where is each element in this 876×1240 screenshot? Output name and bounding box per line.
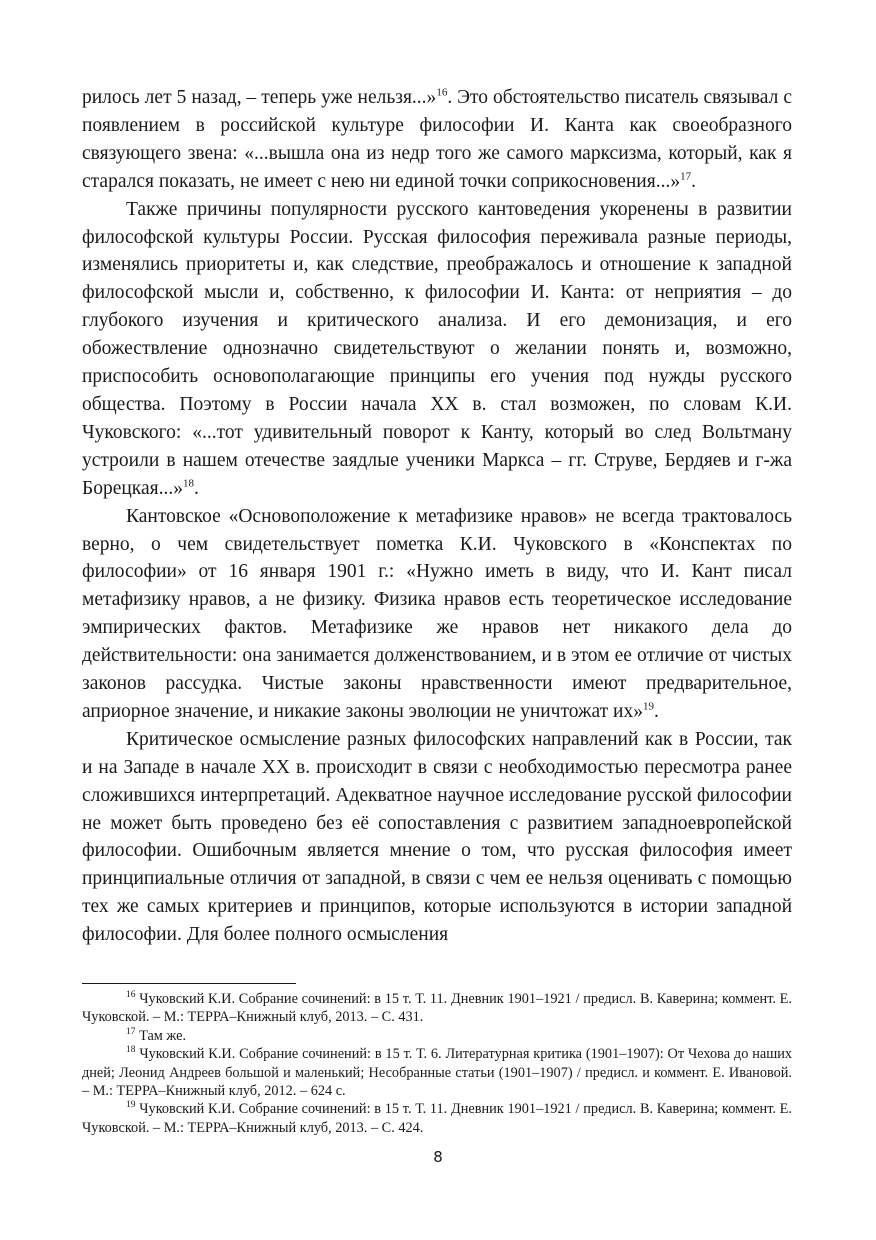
paragraph-4-text: Критическое осмысление разных философских направлений как в России, так и на Западе в начале XX в. происходит в связи с необходимостью пересмотра ранее сложившихся интерпретаций. Адекватное научное исследование русской философии не может быть проведено без её сопоставления с развитием западноевропейской философии. Ошибочным является мнение о том, что русская философия имеет принципиальные отличия от западной, в связи с чем ее нельзя оценивать с помощью тех же самых критериев и принципов, которые используются в истории западной философии. Для более полного осмысления bbox=[82, 728, 792, 946]
footnote-number: 19 bbox=[126, 1100, 136, 1111]
paragraph-1-tail: . bbox=[691, 170, 696, 192]
footnote-18 bbox=[82, 1045, 792, 1100]
footnote-17 bbox=[82, 1027, 792, 1045]
footnote-text: Чуковский К.И. Собрание сочинений: в 15 т. Т. 11. Дневник 1901–1921 / предисл. В. Каверина; коммент. Е. Чуковской. – М.: ТЕРРА–Книжный клуб, 2013. – С. 424. bbox=[82, 1101, 792, 1136]
paragraph-3 bbox=[82, 503, 792, 726]
footnote-number: 17 bbox=[126, 1027, 136, 1038]
paragraph-1-text: рилось лет 5 назад, – теперь уже нельзя...» bbox=[82, 87, 437, 108]
footnote-ref-17[interactable]: 17 bbox=[680, 170, 692, 183]
footnote-19 bbox=[82, 1100, 792, 1137]
footnote-ref-19[interactable]: 19 bbox=[642, 700, 654, 713]
paragraph-3-tail: . bbox=[653, 700, 659, 722]
paragraph-3-text: Кантовское «Основоположение к метафизике нравов» не всегда трактовалось верно, о чем свидетельствует пометка К.И. Чуковского в «Конспектах по философии» от 16 января 1901 г.: «Нужно иметь в виду, что И. Кант писал метафизику нравов, а не физику. Физика нравов есть теоретическое исследование эмпирических фактов. Метафизике же нравов нет никакого дела до действительности: она занимается долженствованием, и в этом ее отличие от чистых законов рассудка. Чистые законы нравственности имеют предварительное, априорное значение, и никакие законы эволюции не уничтожат их» bbox=[82, 505, 792, 722]
footnote-text: Там же. bbox=[139, 1027, 187, 1044]
footnote-16 bbox=[82, 990, 792, 1027]
page-number: 8 bbox=[433, 1148, 443, 1166]
paragraph-2-text: Также причины популярности русского кантоведения укоренены в развитии философской культуры России. Русская философия переживала разные периоды, изменялись приоритеты и, как следствие, преображалось и отношение к западной философской мысли и, собственно, к философии И. Канта: от неприятия – до глубокого изучения и критического анализа. И его демонизация, и его обожествление однозначно свидетельствуют о желании понять и, возможно, приспособить основополагающие принципы его учения под нужды русского общества. Поэтому в России начала XX в. стал возможен, по словам К.И. Чуковского: «...тот удивительный поворот к Канту, который во след Вольтману устроили в нашем отечестве заядлые ученики Маркса – гг. Струве, Бердяев и г-жа Борецкая...» bbox=[82, 198, 792, 499]
paragraph-4 bbox=[82, 726, 792, 949]
paragraph-2 bbox=[82, 196, 792, 503]
footnote-ref-18[interactable]: 18 bbox=[182, 477, 194, 490]
footnote-text: Чуковский К.И. Собрание сочинений: в 15 т. Т. 6. Литературная критика (1901–1907): От Чехова до наших дней; Леонид Андреев большой и маленький; Несобранные статьи (1901–1907) / предисл. и коммент. Е. Ивановой. – М.: ТЕРРА–Книжный клуб, 2012. – 624 с. bbox=[82, 1046, 792, 1100]
page-body bbox=[82, 84, 792, 949]
footnote-separator bbox=[82, 983, 296, 984]
footnote-number: 16 bbox=[126, 990, 136, 1001]
paragraph-1 bbox=[82, 84, 792, 196]
footnote-ref-16[interactable]: 16 bbox=[436, 86, 448, 99]
footnote-text: Чуковский К.И. Собрание сочинений: в 15 т. Т. 11. Дневник 1901–1921 / предисл. В. Каверина; коммент. Е. Чуковской. – М.: ТЕРРА–Книжный клуб, 2013. – С. 431. bbox=[82, 991, 792, 1026]
footnote-number: 18 bbox=[126, 1045, 136, 1056]
footnotes bbox=[82, 990, 792, 1137]
paragraph-2-tail: . bbox=[193, 477, 199, 499]
paragraph-1-text-2: . Это обстоятельство писатель связывал с появлением в российской культуре философии И. Канта как своеобразного связующего звена: «...вышла она из недр того же самого марксизма, который, как я старался показать, не имеет с нею ни единой точки соприкосновения...» bbox=[82, 87, 793, 192]
